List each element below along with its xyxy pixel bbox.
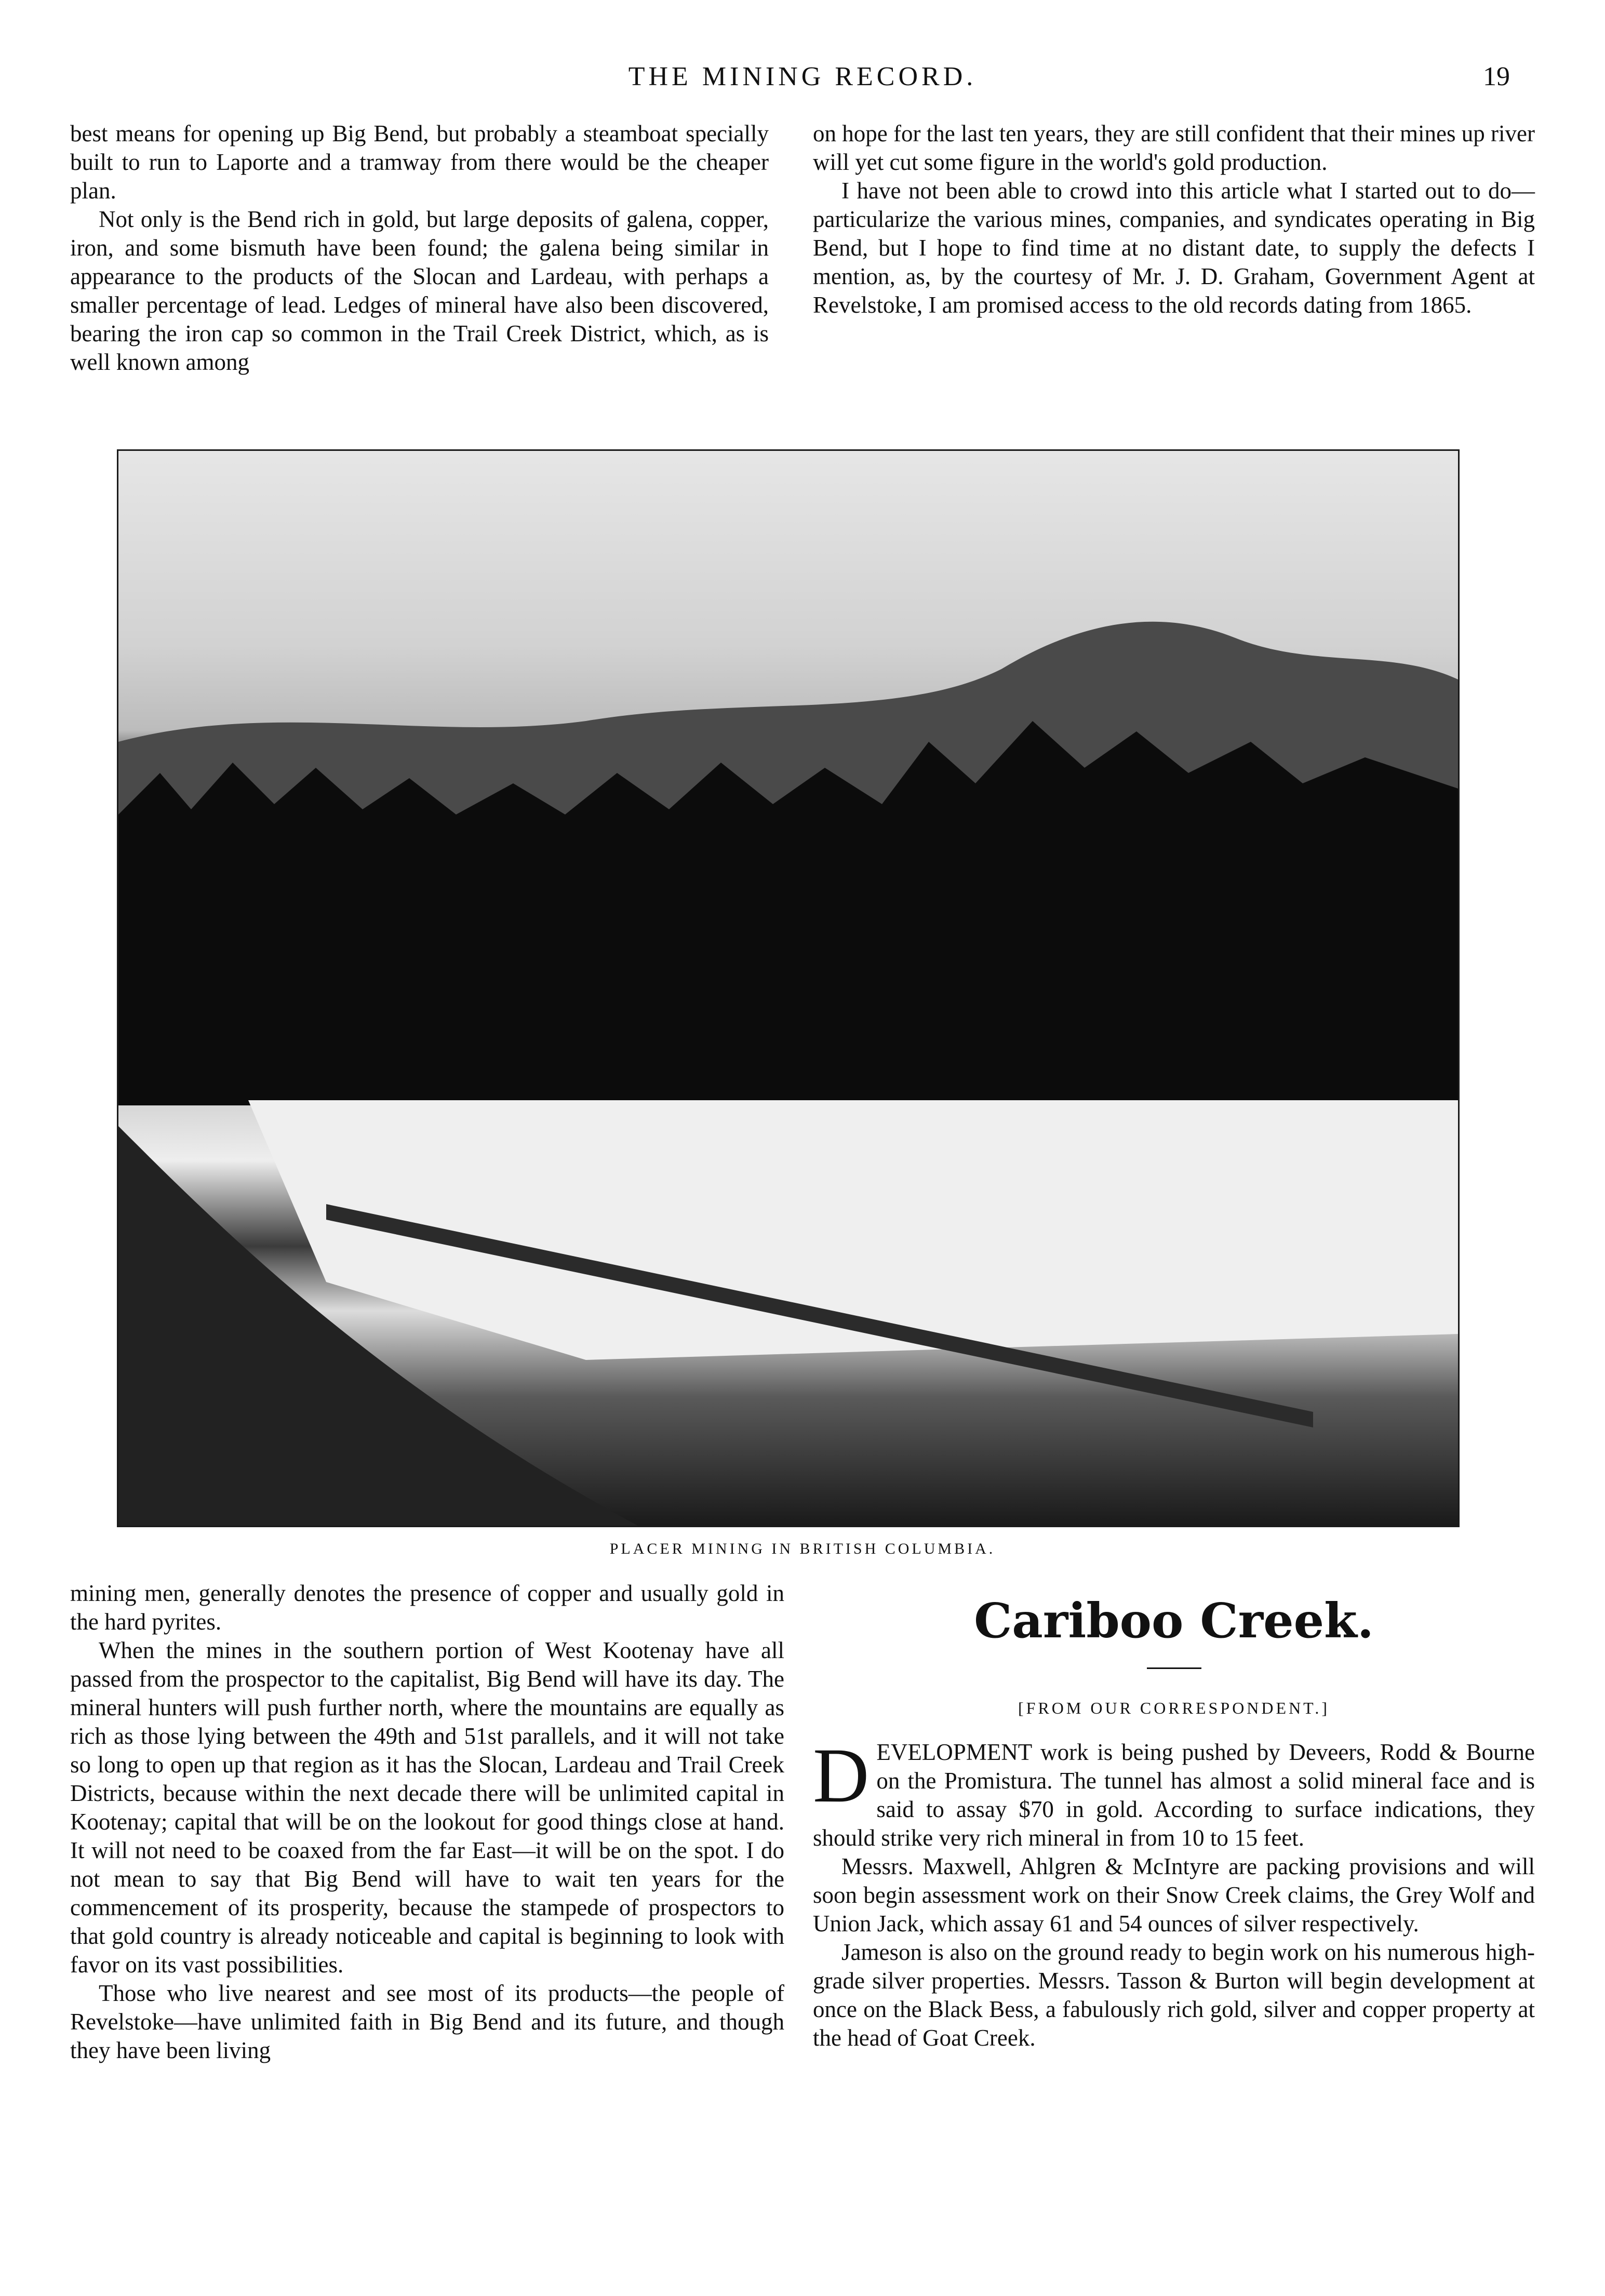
paragraph: I have not been able to crowd into this article what I started out to do—particularize the various mines, companies, and syndicates operating in Big Bend, but I hope to find time at no distant date, to supply the defects I mention, as, by the courtesy of Mr. J. D. Graham, Government Agent at Revelstoke, I am promised access to the old records dating from 1865. xyxy=(813,178,1535,318)
paragraph-text: EVELOPMENT work is being pushed by Deveers, Rodd & Bourne on the Promistura. The tunnel has almost a solid mineral face and is said to assay $70 in gold. According to surface indications, they should strike very rich mineral in from 10 to 15 feet. xyxy=(813,1739,1535,1851)
photo-landscape xyxy=(118,451,1458,1526)
paragraph: best means for opening up Big Bend, but probably a steamboat specially built to run to Laporte and a tramway from there would be the cheaper plan. xyxy=(70,121,769,204)
paragraph: Those who live nearest and see most of its products—the people of Revelstoke—have unlimited faith in Big Bend and its future, and though they have been living xyxy=(70,1980,784,2063)
paragraph xyxy=(813,1732,1535,1852)
article-heading: Cariboo Creek. xyxy=(974,1593,1374,1649)
photo-caption: PLACER MINING IN BRITISH COLUMBIA. xyxy=(609,1540,996,1557)
page-number: 19 xyxy=(1483,62,1510,91)
column-bottom-right xyxy=(813,1579,1535,2052)
paragraph: Jameson is also on the ground ready to begin work on his numerous high-grade silver properties. Messrs. Tasson & Burton will begin development at once on the Black Bess, a fabulously rich gold, silver and copper property at the head of Goat Creek. xyxy=(813,1939,1535,2051)
heading-rule xyxy=(1147,1667,1201,1669)
paragraph: Not only is the Bend rich in gold, but large deposits of galena, copper, iron, and some bismuth have been found; the galena being similar in appearance to the products of the Slocan and Lardeau, with perhaps a smaller percentage of lead. Ledges of mineral have also been discovered, bearing the iron cap so common in the Trail Creek District, which, as is well known among xyxy=(70,206,769,375)
column-top-right xyxy=(813,119,1535,319)
column-bottom-left xyxy=(70,1579,784,2065)
article-byline: [FROM OUR CORRESPONDENT.] xyxy=(1018,1699,1330,1717)
paragraph: on hope for the last ten years, they are still confident that their mines up river will yet cut some figure in the world's gold production. xyxy=(813,121,1535,175)
paragraph: Messrs. Maxwell, Ahlgren & McIntyre are packing provisions and will soon begin assessment work on their Snow Creek claims, the Grey Wolf and Union Jack, which assay 61 and 54 ounces of silver respectively. xyxy=(813,1853,1535,1937)
drop-cap: D xyxy=(813,1732,870,1819)
running-title: THE MINING RECORD. xyxy=(628,62,977,91)
paragraph: mining men, generally denotes the presence of copper and usually gold in the hard pyrites. xyxy=(70,1580,784,1635)
paragraph: When the mines in the southern portion of West Kootenay have all passed from the prospector to the capitalist, Big Bend will have its day. The mineral hunters will push further north, where the mountains are equally as rich as those lying between the 49th and 51st parallels, and it will not take so long to open up that region as it has the Slocan, Lardeau and Trail Creek Districts, because within the next decade there will be unlimited capital in Kootenay; capital that will be on the lookout for good things close at hand. It will not need to be coaxed from the far East—it will be on the spot. I do not mean to say that Big Bend will have to wait ten years for the commencement of its prosperity, because the stampede of prospectors to that gold country is already noticeable and capital is beginning to look with favor on its vast possibilities. xyxy=(70,1637,784,1978)
column-top-left xyxy=(70,119,769,377)
placer-mining-photo xyxy=(117,449,1460,1527)
